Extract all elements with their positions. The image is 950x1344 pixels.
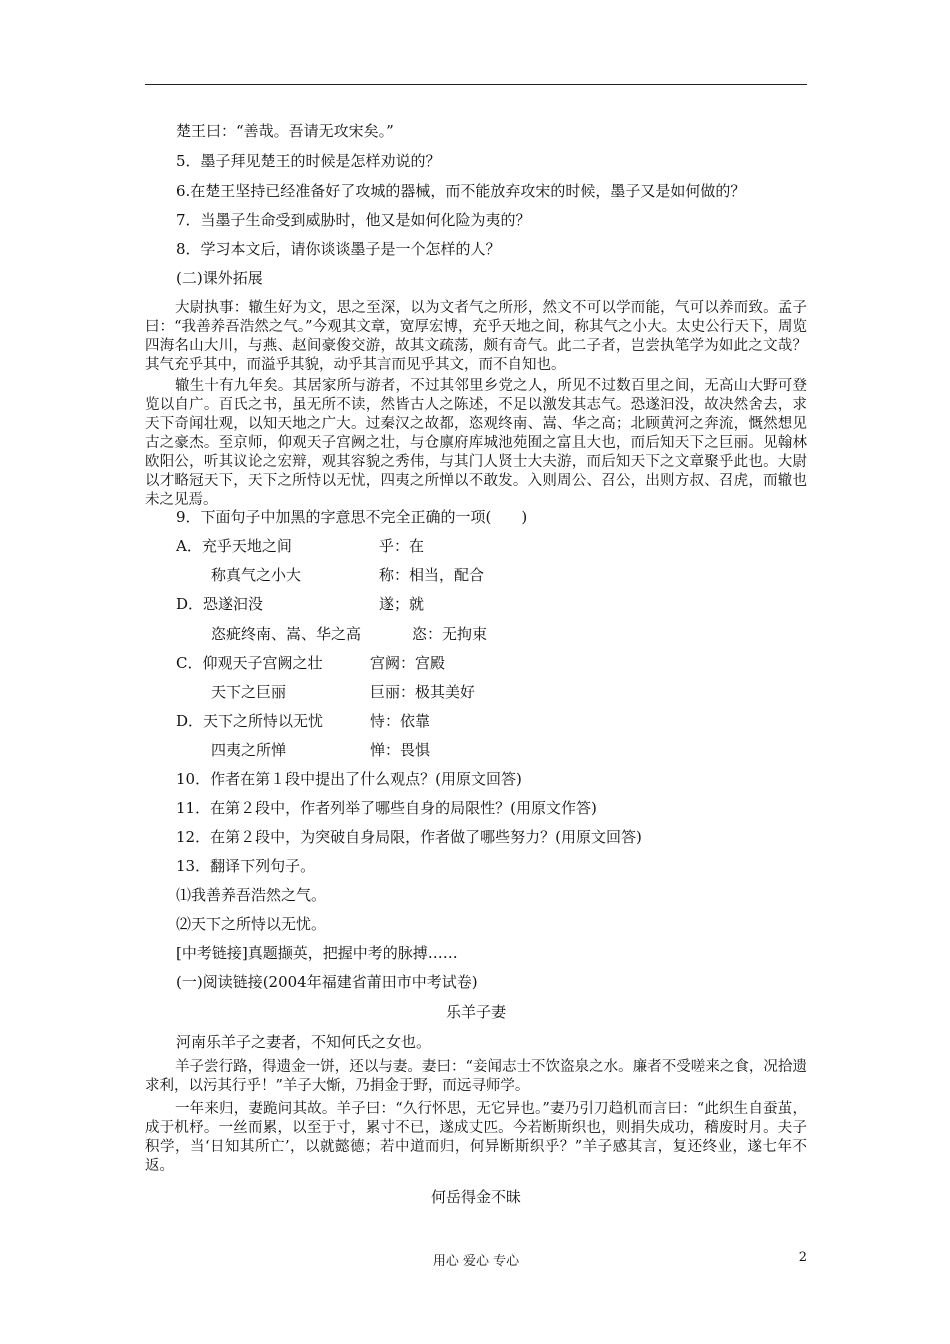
option-left: 天下之巨丽 [211,683,287,701]
question-7: 7．当墨子生命受到威胁时，他又是如何化险为夷的？ [176,211,531,229]
option-right: 巨丽：极其美好 [370,683,476,701]
question-10: 10．作者在第１段中提出了什么观点？(用原文回答) [176,770,522,788]
passage-paragraph-1: 大尉执事：辙生好为文，思之至深，以为文者气之所形，然文不可以学而能，气可以养而致。孟子曰：“我善养吾浩然之气。”今观其文章，宽厚宏博，充乎天地之间，称其气之小大。太史公行天下，周览四海名山大川，与燕、赵间豪俊交游，故其文疏荡，颇有奇气。此二子者，岂尝执笔学为如此之文哉？其气充乎其中，而溢乎其貌，动乎其言而见乎其文，而不自知也。 [145,300,807,373]
page-number: 2 [798,1250,807,1265]
question-5: 5．墨子拜见楚王的时候是怎样劝说的？ [176,152,441,170]
option-left: D．天下之所恃以无忧 [176,712,324,730]
option-left: 恣疵终南、嵩、华之高 [211,625,362,643]
question-6: 6.在楚王坚持已经准备好了攻城的器械，而不能放弃攻宋的时候，墨子又是如何做的？ [176,182,746,200]
passage-paragraph-2: 辙生十有九年矣。其居家所与游者，不过其邻里乡党之人，所见不过数百里之间，无高山大野可登览以自广。百氏之书，虽无所不读，然皆古人之陈述，不足以激发其志气。恐遂汩没，故决然舍去，求天下奇闻壮观，以知天地之广大。过秦汉之故都，恣观终南、嵩、华之高；北顾黄河之奔流，慨然想见古之豪杰。至京师，仰观天子宫阙之壮，与仓廪府库城池苑囿之富且大也，而后知天下之巨丽。见翰林欧阳公，听其议论之宏辩，观其容貌之秀伟，与其门人贤士大夫游，而后知天下之文章聚乎此也。大尉以才略冠天下，天下之所恃以无忧，四夷之所惮以不敢发。入则周公、召公，出则方叔、召虎，而辙也未之见焉。 [145,378,807,508]
question-8: 8．学习本文后，请你谈谈墨子是一个怎样的人？ [176,240,501,258]
option-right: 遂；就 [379,595,425,613]
option-right: 恃：依靠 [370,712,431,730]
header-rule [145,84,807,85]
option-right: 宫阙：宫殿 [370,654,446,672]
question-12: 12．在第２段中，为突破自身局限，作者做了哪些努力？(用原文回答) [176,828,642,846]
question-9: 9．下面句子中加黑的字意思不完全正确的一项( ) [176,508,528,526]
question-11: 11．在第２段中，作者列举了哪些自身的局限性？(用原文作答) [176,799,597,817]
sub-question-2: ⑵天下之所恃以无忧。 [176,915,327,933]
option-left: A．充乎天地之间 [176,537,292,555]
exam-link-heading: [中考链接]真题撷英，把握中考的脉搏…… [176,944,458,962]
option-right: 乎：在 [379,537,425,555]
passage-paragraph-5: 一年来归，妻跪问其故。羊子曰：“久行怀思，无它异也。”妻乃引刀趋机而言曰：“此织生自蚕茧，成于机杼。一丝而累，以至于寸，累寸不已，遂成丈匹。今若断斯织也，则捐失成功，稽废时月。夫子积学，当‘日知其所亡’，以就懿德；若中道而归，何异断斯织乎？”羊子感其言，复还终业，遂七年不返。 [145,1101,807,1174]
passage-paragraph-4: 羊子尝行路，得遗金一饼，还以与妻。妻曰：“妾闻志士不饮盗泉之水。廉者不受嗟来之食，况拾遗求利，以污其行乎！”羊子大惭，乃捐金于野，而远寻师学。 [145,1059,807,1094]
option-right: 称：相当，配合 [379,566,485,584]
section-heading: (二)课外拓展 [176,269,263,287]
option-left: D．恐遂汩没 [176,595,264,613]
question-13: 13．翻译下列句子。 [176,857,316,875]
reading-link-heading: (一)阅读链接(2004年福建省莆田市中考试卷) [176,973,478,991]
option-left: 称真气之小大 [211,566,302,584]
option-right: 惮：畏惧 [370,741,431,759]
footer-motto: 用心 爱心 专心 [432,1254,520,1269]
article-title: 何岳得金不昧 [430,1188,521,1206]
article-title: 乐羊子妻 [445,1003,506,1021]
option-right: 恣：无拘束 [412,625,488,643]
option-left: 四夷之所惮 [211,741,287,759]
option-left: C．仰观天子宫阙之壮 [176,654,323,672]
passage-paragraph-3: 河南乐羊子之妻者，不知何氏之女也。 [176,1033,432,1051]
text-line: 楚王曰：“善哉。吾请无攻宋矣。” [176,122,394,140]
sub-question-1: ⑴我善养吾浩然之气。 [176,886,327,904]
